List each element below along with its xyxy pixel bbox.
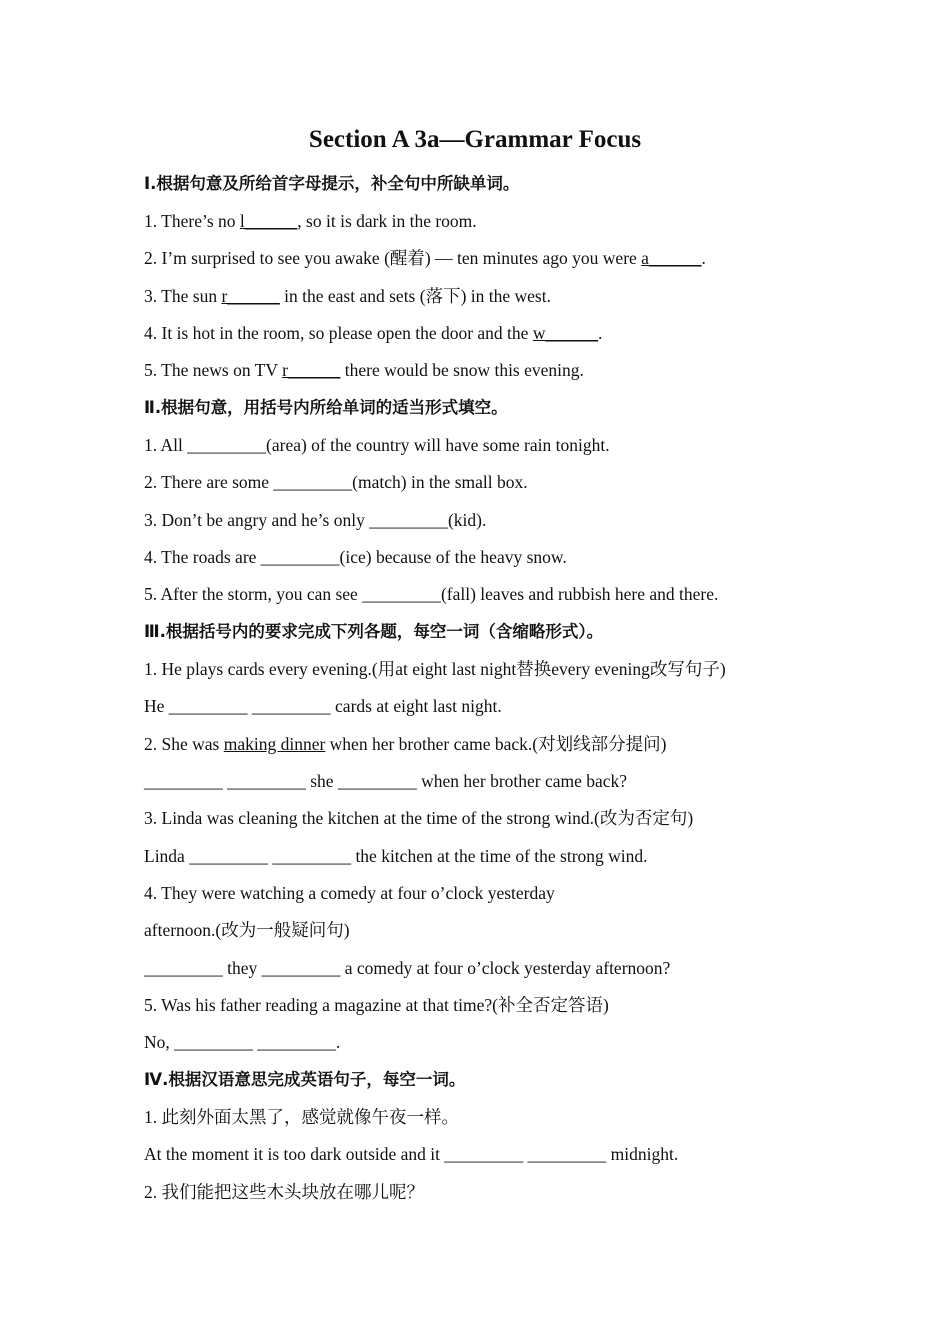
s3-question-2-underlined: making dinner — [223, 734, 326, 754]
s3-question-3: 3. Linda was cleaning the kitchen at the time of the strong wind.(改为否定句) — [144, 808, 694, 828]
s3-question-1: 1. He plays cards every evening.(用at eight last night替换every evening改写句子) — [144, 659, 726, 679]
s1-item-1-blank: l______ — [239, 211, 298, 231]
s1-item-5-blank: r______ — [282, 360, 341, 380]
s1-item-1 — [144, 209, 477, 233]
s1-item-4 — [144, 321, 602, 345]
s1-item-5 — [144, 358, 584, 382]
s1-item-4-text: 4. It is hot in the room, so please open the door and the — [144, 323, 533, 343]
s3-question-2-text-end: when her brother came back.(对划线部分提问) — [325, 734, 667, 754]
s3-question-2 — [144, 732, 666, 756]
s3-answer-1: He _________ _________ cards at eight last night. — [144, 696, 502, 716]
s3-question-2-text: 2. She was — [144, 734, 224, 754]
s1-item-1-text: 1. There’s no — [144, 211, 240, 231]
s3-answer-2: _________ _________ she _________ when her brother came back? — [144, 771, 628, 791]
s3-answer-3: Linda _________ _________ the kitchen at the time of the strong wind. — [144, 846, 648, 866]
section-4-heading: Ⅳ.根据汉语意思完成英语句子，每空一词。 — [144, 1070, 466, 1089]
s1-item-4-text-end: . — [597, 323, 603, 343]
s1-item-4-blank: w______ — [532, 323, 598, 343]
s1-item-2-text-end: . — [701, 248, 706, 268]
s3-question-4-line-1: 4. They were watching a comedy at four o’clock yesterday — [144, 883, 555, 903]
s1-item-3-text: 3. The sun — [144, 286, 222, 306]
s3-answer-4: _________ they _________ a comedy at four o’clock yesterday afternoon? — [144, 958, 671, 978]
s1-item-3 — [144, 284, 551, 308]
section-2-heading: Ⅱ.根据句意，用括号内所给单词的适当形式填空。 — [144, 398, 508, 417]
s4-answer-1: At the moment it is too dark outside and it _________ _________ midnight. — [144, 1144, 679, 1164]
s2-item-4: 4. The roads are _________(ice) because of the heavy snow. — [144, 547, 567, 567]
s2-item-3: 3. Don’t be angry and he’s only _________(kid). — [144, 510, 487, 530]
s1-item-2-blank: a______ — [641, 248, 702, 268]
section-1-heading: Ⅰ.根据句意及所给首字母提示，补全句中所缺单词。 — [144, 174, 520, 193]
s1-item-2-text: 2. I’m surprised to see you awake (醒着) — ten minutes ago you were — [144, 248, 642, 268]
s4-question-1: 1. 此刻外面太黑了，感觉就像午夜一样。 — [144, 1107, 459, 1127]
s1-item-2 — [144, 246, 706, 270]
s2-item-1: 1. All _________(area) of the country will have some rain tonight. — [144, 435, 610, 455]
page-title: Section A 3a—Grammar Focus — [308, 126, 642, 153]
section-3-heading: Ⅲ.根据括号内的要求完成下列各题，每空一词（含缩略形式）。 — [144, 622, 604, 641]
s4-question-2: 2. 我们能把这些木头块放在哪儿呢？ — [144, 1182, 424, 1202]
s1-item-3-blank: r______ — [221, 286, 280, 306]
s1-item-5-text: 5. The news on TV — [144, 360, 283, 380]
s3-answer-5: No, _________ _________. — [144, 1032, 341, 1052]
s2-item-5: 5. After the storm, you can see _________(fall) leaves and rubbish here and there. — [144, 584, 719, 604]
s3-question-5: 5. Was his father reading a magazine at that time?(补全否定答语) — [144, 995, 609, 1015]
s3-question-4-line-2: afternoon.(改为一般疑问句) — [144, 920, 350, 940]
s1-item-3-text-end: in the east and sets (落下) in the west. — [279, 286, 551, 306]
s1-item-5-text-end: there would be snow this evening. — [340, 360, 584, 380]
s2-item-2: 2. There are some _________(match) in the small box. — [144, 472, 528, 492]
s1-item-1-text-end: , so it is dark in the room. — [297, 211, 477, 231]
